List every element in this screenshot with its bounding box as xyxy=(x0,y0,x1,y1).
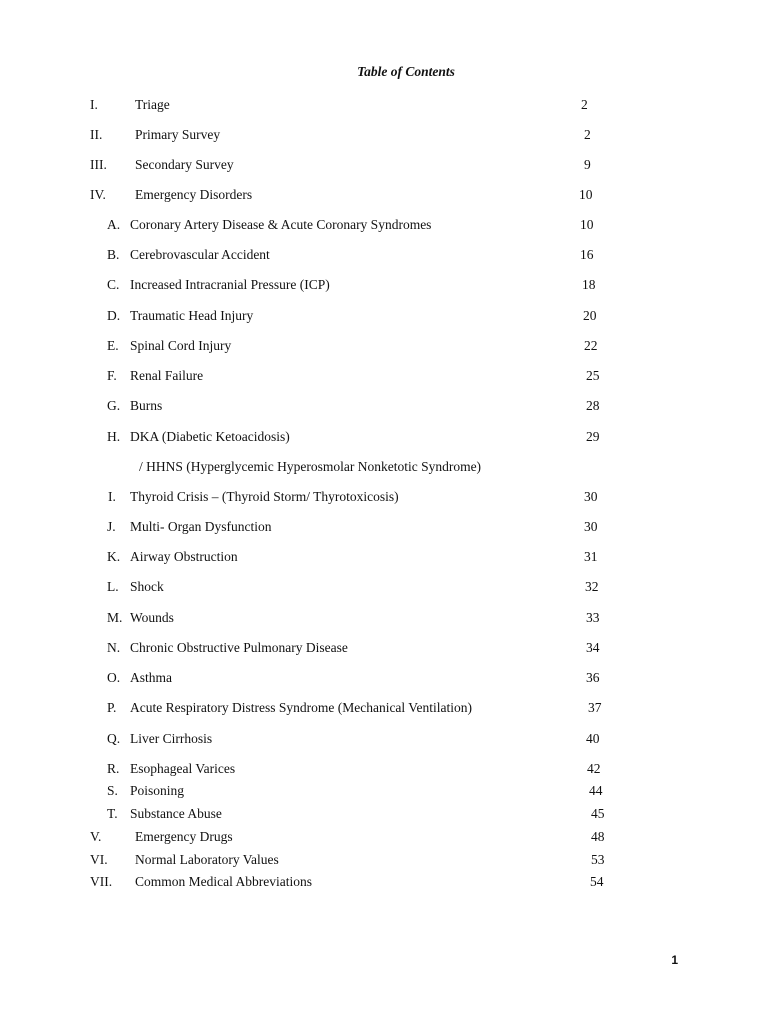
toc-entry-page: 10 xyxy=(579,187,593,202)
toc-entry-title: Substance Abuse xyxy=(130,806,222,821)
toc-entry xyxy=(0,307,768,325)
toc-entry-page: 34 xyxy=(586,640,600,655)
toc-entry-page: 10 xyxy=(580,217,594,232)
toc-entry-number: F. xyxy=(107,368,117,383)
toc-entry-page: 44 xyxy=(589,783,603,798)
toc-entry-page: 2 xyxy=(581,97,588,112)
toc-entry-title: Asthma xyxy=(130,670,172,685)
toc-entry-page: 20 xyxy=(583,308,597,323)
toc-entry-page: 28 xyxy=(586,398,600,413)
toc-entry-title: Traumatic Head Injury xyxy=(130,308,254,323)
toc-entry-page: 42 xyxy=(587,761,601,776)
toc-entry xyxy=(0,96,768,114)
toc-entry xyxy=(0,578,768,596)
toc-entry-page: 9 xyxy=(584,157,591,172)
toc-entry xyxy=(0,518,768,536)
toc-entry-number: I. xyxy=(108,489,116,504)
toc-entry xyxy=(0,276,768,294)
toc-entry-number: VI. xyxy=(90,852,108,867)
toc-entry-number: E. xyxy=(107,338,119,353)
toc-entry xyxy=(0,156,768,174)
toc-entry-number: C. xyxy=(107,277,120,292)
toc-entry-page: 45 xyxy=(591,806,605,821)
toc-entry-title: Emergency Drugs xyxy=(135,829,233,844)
toc-entry-number: T. xyxy=(107,806,118,821)
toc-entry-title: Multi- Organ Dysfunction xyxy=(130,519,272,534)
toc-entry-number: D. xyxy=(107,308,121,323)
toc-entry-title: Wounds xyxy=(130,610,174,625)
toc-entry xyxy=(0,782,768,800)
toc-entry-title: Triage xyxy=(135,97,170,112)
toc-entry-title: Burns xyxy=(130,398,163,413)
toc-entry-page: 40 xyxy=(586,731,600,746)
toc-title: Table of Contents xyxy=(357,64,455,79)
toc-entry xyxy=(0,337,768,355)
toc-entry-title: Coronary Artery Disease & Acute Coronary Syndromes xyxy=(130,217,432,232)
toc-entry-page: 16 xyxy=(580,247,594,262)
toc-entry-number: J. xyxy=(107,519,116,534)
toc-entry-number: II. xyxy=(90,127,103,142)
toc-entry xyxy=(0,609,768,627)
toc-entry xyxy=(0,186,768,204)
toc-entry-number: L. xyxy=(107,579,119,594)
toc-entry-number: Q. xyxy=(107,731,121,746)
toc-entry-title: Esophageal Varices xyxy=(130,761,236,776)
toc-entry-page: 25 xyxy=(586,368,600,383)
toc-entry-title: Cerebrovascular Accident xyxy=(130,247,270,262)
toc-entry-number: V. xyxy=(90,829,102,844)
toc-entry-page: 22 xyxy=(584,338,598,353)
toc-entry-title: Shock xyxy=(130,579,164,594)
toc-entry-title: Acute Respiratory Distress Syndrome (Mechanical Ventilation) xyxy=(130,700,473,715)
toc-entry xyxy=(0,216,768,234)
toc-entry xyxy=(0,669,768,687)
toc-entry-page: 48 xyxy=(591,829,605,844)
toc-entry-number: A. xyxy=(107,217,121,232)
toc-entry xyxy=(0,428,768,446)
toc-entry-title: Thyroid Crisis – (Thyroid Storm/ Thyrotoxicosis) xyxy=(130,489,399,504)
toc-entry-number: M. xyxy=(107,610,123,625)
toc-entry xyxy=(0,805,768,823)
toc-entry-number: K. xyxy=(107,549,121,564)
toc-entry-number: III. xyxy=(90,157,107,172)
toc-entry-page: 2 xyxy=(584,127,591,142)
toc-entry-page: 53 xyxy=(591,852,605,867)
toc-entry xyxy=(0,126,768,144)
toc-entry xyxy=(0,246,768,264)
toc-entry-number: H. xyxy=(107,429,121,444)
toc-entry-number: IV. xyxy=(90,187,106,202)
toc-entry xyxy=(0,699,768,717)
toc-entry xyxy=(0,488,768,506)
toc-entry-title: Primary Survey xyxy=(135,127,221,142)
toc-entry-title: Secondary Survey xyxy=(135,157,234,172)
toc-entry-number: VII. xyxy=(90,874,113,889)
toc-entry-title: Liver Cirrhosis xyxy=(130,731,213,746)
toc-entry-title: Spinal Cord Injury xyxy=(130,338,232,353)
toc-entry-title: Renal Failure xyxy=(130,368,204,383)
toc-entry-page: 54 xyxy=(590,874,604,889)
toc-entry-page: 30 xyxy=(584,489,598,504)
toc-entry-page: 36 xyxy=(586,670,600,685)
toc-entry xyxy=(0,548,768,566)
toc-entry-number: S. xyxy=(107,783,118,798)
page-number: 1 xyxy=(671,953,678,967)
toc-entry-title: DKA (Diabetic Ketoacidosis) xyxy=(130,429,290,444)
toc-entry-page: 30 xyxy=(584,519,598,534)
toc-entry xyxy=(0,730,768,748)
toc-entry-title: Airway Obstruction xyxy=(130,549,238,564)
toc-entry-title: Poisoning xyxy=(130,783,185,798)
toc-entry-continuation xyxy=(0,458,768,476)
toc-entry-title: Increased Intracranial Pressure (ICP) xyxy=(130,277,330,292)
toc-entry xyxy=(0,397,768,415)
toc-entry-page: 31 xyxy=(584,549,598,564)
toc-entry-number: G. xyxy=(107,398,121,413)
toc-entry-number: N. xyxy=(107,640,121,655)
toc-entry xyxy=(0,851,768,869)
toc-entry-page: 18 xyxy=(582,277,596,292)
toc-entry-page: 37 xyxy=(588,700,602,715)
toc-entry-number: R. xyxy=(107,761,120,776)
toc-entry xyxy=(0,760,768,778)
toc-entry xyxy=(0,367,768,385)
toc-entry xyxy=(0,828,768,846)
toc-entry-page: 29 xyxy=(586,429,600,444)
toc-entry-title: / HHNS (Hyperglycemic Hyperosmolar Nonketotic Syndrome) xyxy=(139,459,482,474)
toc-entry xyxy=(0,639,768,657)
toc-entry-title: Normal Laboratory Values xyxy=(135,852,279,867)
toc-entry-number: I. xyxy=(90,97,98,112)
toc-entry-number: O. xyxy=(107,670,121,685)
toc-entry-title: Chronic Obstructive Pulmonary Disease xyxy=(130,640,348,655)
toc-entry-number: B. xyxy=(107,247,120,262)
toc-entry-page: 33 xyxy=(586,610,600,625)
toc-entry-page: 32 xyxy=(585,579,599,594)
toc-entry xyxy=(0,873,768,891)
toc-entry-number: P. xyxy=(107,700,117,715)
toc-entry-title: Common Medical Abbreviations xyxy=(135,874,312,889)
toc-entry-title: Emergency Disorders xyxy=(135,187,253,202)
